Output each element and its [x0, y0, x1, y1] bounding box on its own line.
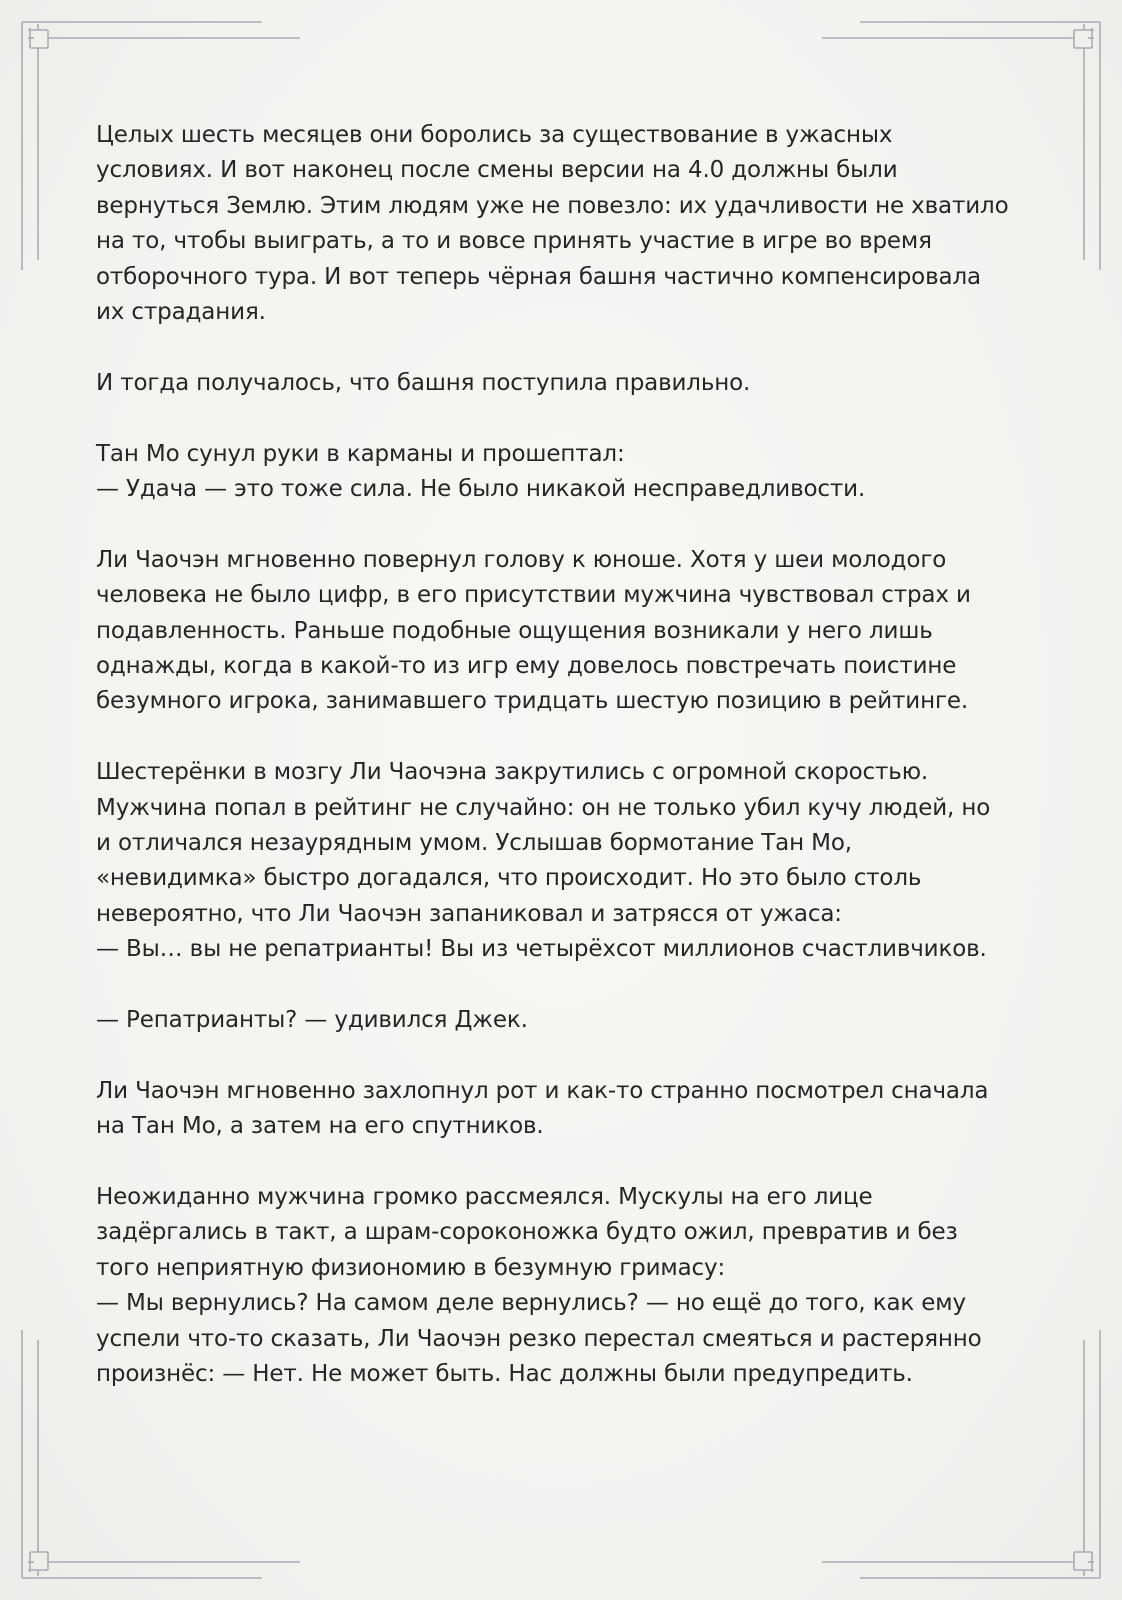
text-line: вернуться Землю. Этим людям уже не повезло: их удачливости не хватило [96, 192, 1009, 219]
text-line: подавленность. Раньше подобные ощущения возникали у него лишь [96, 617, 933, 644]
text-line: Неожиданно мужчина громко рассмеялся. Мускулы на его лице [96, 1184, 873, 1211]
paragraph [96, 543, 1036, 720]
paragraph [96, 755, 1036, 967]
document-body [96, 118, 1036, 1428]
text-line: и отличался незаурядным умом. Услышав бормотание Тан Мо, [96, 830, 852, 857]
text-line: — Мы вернулись? На самом деле вернулись? — но ещё до того, как ему [96, 1290, 966, 1317]
text-line: безумного игрока, занимавшего тридцать шестую позицию в рейтинге. [96, 688, 969, 715]
text-line: Тан Мо сунул руки в карманы и прошептал: [96, 440, 625, 467]
paragraph [96, 1180, 1036, 1392]
paragraph [96, 118, 1036, 330]
text-line: И тогда получалось, что башня поступила правильно. [96, 369, 751, 396]
text-line: однажды, когда в какой-то из игр ему довелось повстречать поистине [96, 653, 957, 680]
text-line: на Тан Мо, а затем на его спутников. [96, 1113, 544, 1140]
text-line: Ли Чаочэн мгновенно захлопнул рот и как-то странно посмотрел сначала [96, 1077, 989, 1104]
text-line: Шестерёнки в мозгу Ли Чаочэна закрутились с огромной скоростью. [96, 759, 929, 786]
text-line: «невидимка» быстро догадался, что происходит. Но это было столь [96, 865, 922, 892]
text-line: — Удача — это тоже сила. Не было никакой несправедливости. [96, 476, 866, 503]
text-line: задёргались в такт, а шрам-сороконожка будто ожил, превратив и без [96, 1219, 958, 1246]
text-line: невероятно, что Ли Чаочэн запаниковал и затрясся от ужаса: [96, 900, 842, 927]
paragraph [96, 366, 1036, 401]
paragraph [96, 1003, 1036, 1038]
text-line: произнёс: — Нет. Не может быть. Нас должны были предупредить. [96, 1361, 913, 1388]
text-line: — Вы… вы не репатрианты! Вы из четырёхсот миллионов счастливчиков. [96, 936, 987, 963]
text-line: их страдания. [96, 299, 266, 326]
paragraph [96, 437, 1036, 508]
text-line: Ли Чаочэн мгновенно повернул голову к юноше. Хотя у шеи молодого [96, 546, 947, 573]
paragraph [96, 1074, 1036, 1145]
text-line: Целых шесть месяцев они боролись за существование в ужасных [96, 122, 893, 148]
text-line: человека не было цифр, в его присутствии мужчина чувствовал страх и [96, 582, 971, 609]
text-line: успели что-то сказать, Ли Чаочэн резко перестал смеяться и растерянно [96, 1325, 982, 1352]
text-line: — Репатрианты? — удивился Джек. [96, 1007, 528, 1034]
text-line: Мужчина попал в рейтинг не случайно: он не только убил кучу людей, но [96, 794, 991, 821]
text-line: условиях. И вот наконец после смены версии на 4.0 должны были [96, 157, 898, 184]
text-line: того неприятную физиономию в безумную гримасу: [96, 1254, 726, 1281]
text-line: на то, чтобы выиграть, а то и вовсе принять участие в игре во время [96, 228, 932, 255]
text-line: отборочного тура. И вот теперь чёрная башня частично компенсировала [96, 263, 981, 290]
